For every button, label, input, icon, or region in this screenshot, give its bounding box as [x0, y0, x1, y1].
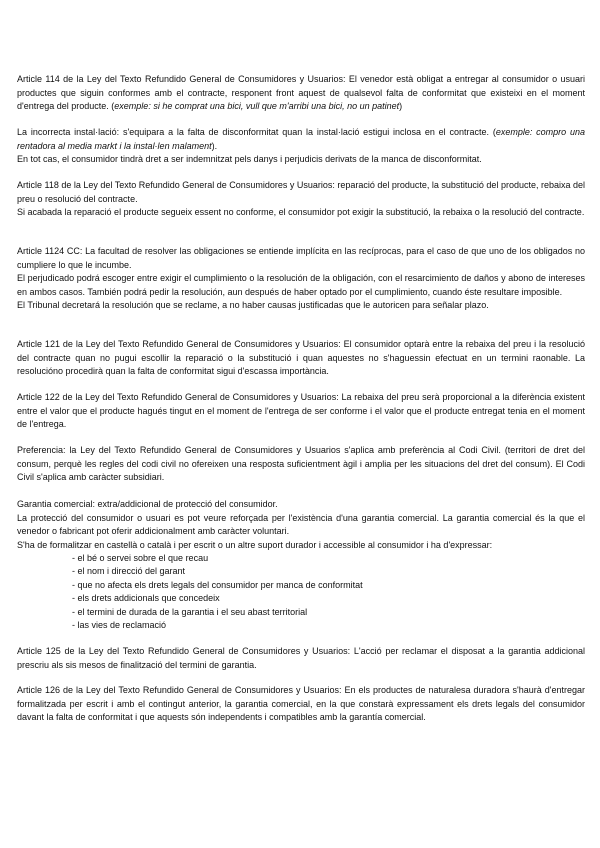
- article-1124-line2: El perjudicado podrá escoger entre exigir el cumplimiento o la resolución de la obligación, con el resarcimiento de daños y abono de intereses en ambos casos. También podrá pedir la resolución, aun después de haber optado por el cumplimiento, cuando éste resultare imposible.: [17, 273, 585, 297]
- article-126-heading: Article 126 de la Ley del Texto Refundido General de Consumidores y Usuarios:: [17, 685, 342, 695]
- garantia-section: [17, 498, 585, 552]
- installation-indemnity: En tot cas, el consumidor tindrà dret a ser indemnitzat pels danys i perjudicis derivats de la manca de disconformitat.: [17, 154, 482, 164]
- garantia-heading: Garantia comercial:: [17, 499, 96, 509]
- garantia-paragraph: [17, 498, 585, 512]
- installation-tail: ).: [211, 140, 218, 151]
- article-122-paragraph: [17, 391, 585, 432]
- installation-body: s'equipara a la falta de disconformitat quan la instal·lació estigui inclosa en el contracte. (: [119, 127, 496, 137]
- article-114-heading: Article 114 de la Ley del Texto Refundido General de Consumidores y Usuarios:: [17, 74, 346, 84]
- article-1124-heading: Article 1124 CC:: [17, 246, 83, 256]
- garantia-requirements-list: [72, 552, 552, 632]
- article-121-paragraph: [17, 338, 585, 379]
- article-118-line2: Si acabada la reparació el producte segueix essent no conforme, el consumidor pot exigir la substitució, la rebaixa o la resolució del contracte.: [17, 207, 585, 217]
- article-122-body: La rebaixa del preu serà proporcional a la diferència existent entre el valor que el producte hagués tingut en el moment de l'entrega de ser conforme i el valor que el producte entregat tenia en el moment de l'entrega.: [17, 392, 585, 429]
- list-item: - las vies de reclamació: [72, 619, 167, 630]
- list-item: - el termini de durada de la garantia i el seu abast territorial: [72, 606, 308, 617]
- article-121-body: El consumidor optarà entre la rebaixa del preu i la resolució del contracte quan no pugui escollir la reparació o la substitució i quan aquestes no s'haguessin efectuat en un termini raonable. La resolucióno procedirà quan la falta de conformitat sigui d'escassa importància.: [17, 339, 585, 376]
- article-114-body: El venedor està obligat a entregar al consumidor o usuari productes que siguin conformes amb el contracte, responent front aquest de qualsevol falta de conformitat que existeixi en el moment d'entrega del producte. (: [17, 74, 586, 111]
- article-114-tail: ): [399, 101, 403, 111]
- article-125-body: L'acció per reclamar el disposat a la garantia addicional prescriu als sis mesos de finalització del termini de garantia.: [17, 646, 585, 670]
- article-126-paragraph: [17, 684, 585, 725]
- garantia-body: extra/addicional de protecció del consumidor.: [95, 499, 278, 509]
- garantia-line2: La protecció del consumidor o usuari es pot veure reforçada per l'existència d'una garantia comercial. La garantia comercial és la que el venedor o fabricant pot oferir addicionalment amb caràcter voluntari.: [17, 512, 585, 536]
- list-item: - el bé o servei sobre el que recau: [72, 553, 209, 563]
- list-item: - el nom i direcció del garant: [72, 566, 186, 577]
- article-114-paragraph: [17, 73, 585, 114]
- installation-section: [17, 126, 585, 167]
- preferencia-body: la Ley del Texto Refundido General de Consumidores y Usuarios s'aplica amb preferència al Codi Civil. (territori de dret del consum, perquè les regles del codi civil no ofereixen una resposta suficientment àgil i amplia per les situacions del dret del consum). El Codi Civil s'aplica amb caràcter subsidiari.: [17, 445, 585, 482]
- article-121-heading: Article 121 de la Ley del Texto Refundido General de Consumidores y Usuarios:: [17, 339, 341, 349]
- article-126-body: En els productes de naturalesa duradora s'haurà d'entregar formalitzada per escrit i amb el contingut anterior, la garantia comercial, en la que constarà expressament els drets legals del consumidor davant la falta de conformitat i que aquests són independents i compatibles amb la garantía comercial.: [17, 685, 585, 722]
- article-118-paragraph: [17, 179, 585, 206]
- installation-example: exemple: compro una rentadora al media markt i la instal·len malament: [17, 127, 586, 151]
- list-item: - que no afecta els drets legals del consumidor per manca de conformitat: [72, 579, 363, 590]
- article-118-section: [17, 179, 585, 220]
- article-1124-section: [17, 245, 585, 313]
- article-125-paragraph: [17, 645, 585, 672]
- article-125-heading: Article 125 de la Ley del Texto Refundido General de Consumidores y Usuarios:: [17, 646, 351, 656]
- article-1124-line3: El Tribunal decretará la resolución que se reclame, a no haber causas justificadas que le autoricen para señalar plazo.: [17, 300, 489, 310]
- preferencia-heading: Preferencia:: [17, 445, 66, 455]
- article-114-example: exemple: si he comprat una bici, vull que m'arribi una bici, no un patinet: [114, 101, 400, 111]
- article-122-heading: Article 122 de la Ley del Texto Refundido General de Consumidores y Usuarios:: [17, 392, 339, 402]
- article-118-heading: Article 118 de la Ley del Texto Refundido General de Consumidores y Usuarios:: [17, 180, 335, 190]
- list-item: - els drets addicionals que concedeix: [72, 593, 220, 604]
- installation-paragraph: [17, 126, 585, 153]
- installation-heading: La incorrecta instal·lació:: [17, 127, 120, 137]
- garantia-line3: S'ha de formalitzar en castellà o català i per escrit o un altre suport durador i accessible al consumidor i ha d'expressar:: [17, 539, 493, 550]
- article-1124-paragraph: [17, 245, 585, 272]
- article-118-body: reparació del producte, la substitució del producte, rebaixa del preu o resolució del contracte.: [17, 180, 585, 204]
- article-1124-body: La facultad de resolver las obligaciones se entiende implícita en las recíprocas, para el caso de que uno de los obligados no cumpliere lo que le incumbe.: [17, 246, 586, 270]
- preferencia-paragraph: [17, 444, 585, 485]
